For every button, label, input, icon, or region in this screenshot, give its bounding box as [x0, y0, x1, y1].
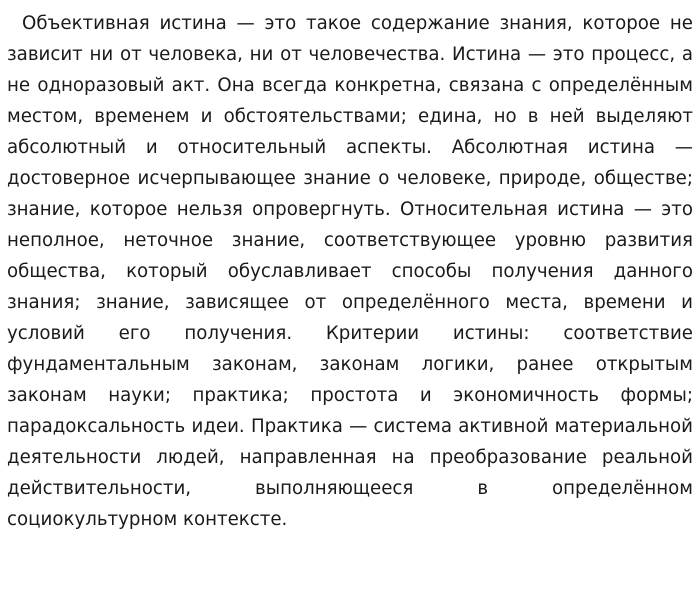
body-paragraph: Объективная истина — это такое содержание знания, которое не зависит ни от человека, ни от человечества. Истина — это процесс, а не одноразовый акт. Она всегда конкретна, связана с определённым местом, временем и обстоятельствами; едина, но в ней выделяют абсолютный и относительный аспекты. Абсолютная истина — достоверное исчерпывающее знание о человеке, природе, обществе; знание, которое нельзя опровергнуть. Относительная истина — это неполное, неточное знание, соответствующее уровню развития общества, который обуславливает способы получения данного знания; знание, зависящее от определённого места, времени и условий его получения. Критерии истины: соответствие фундаментальным законам, законам логики, ранее открытым законам науки; практика; простота и экономичность формы; парадоксальность идеи. Практика — система активной материальной деятельности людей, направленная на преобразование реальной действительности, выполняющееся в определённом социокультурном контексте.: [7, 13, 693, 530]
